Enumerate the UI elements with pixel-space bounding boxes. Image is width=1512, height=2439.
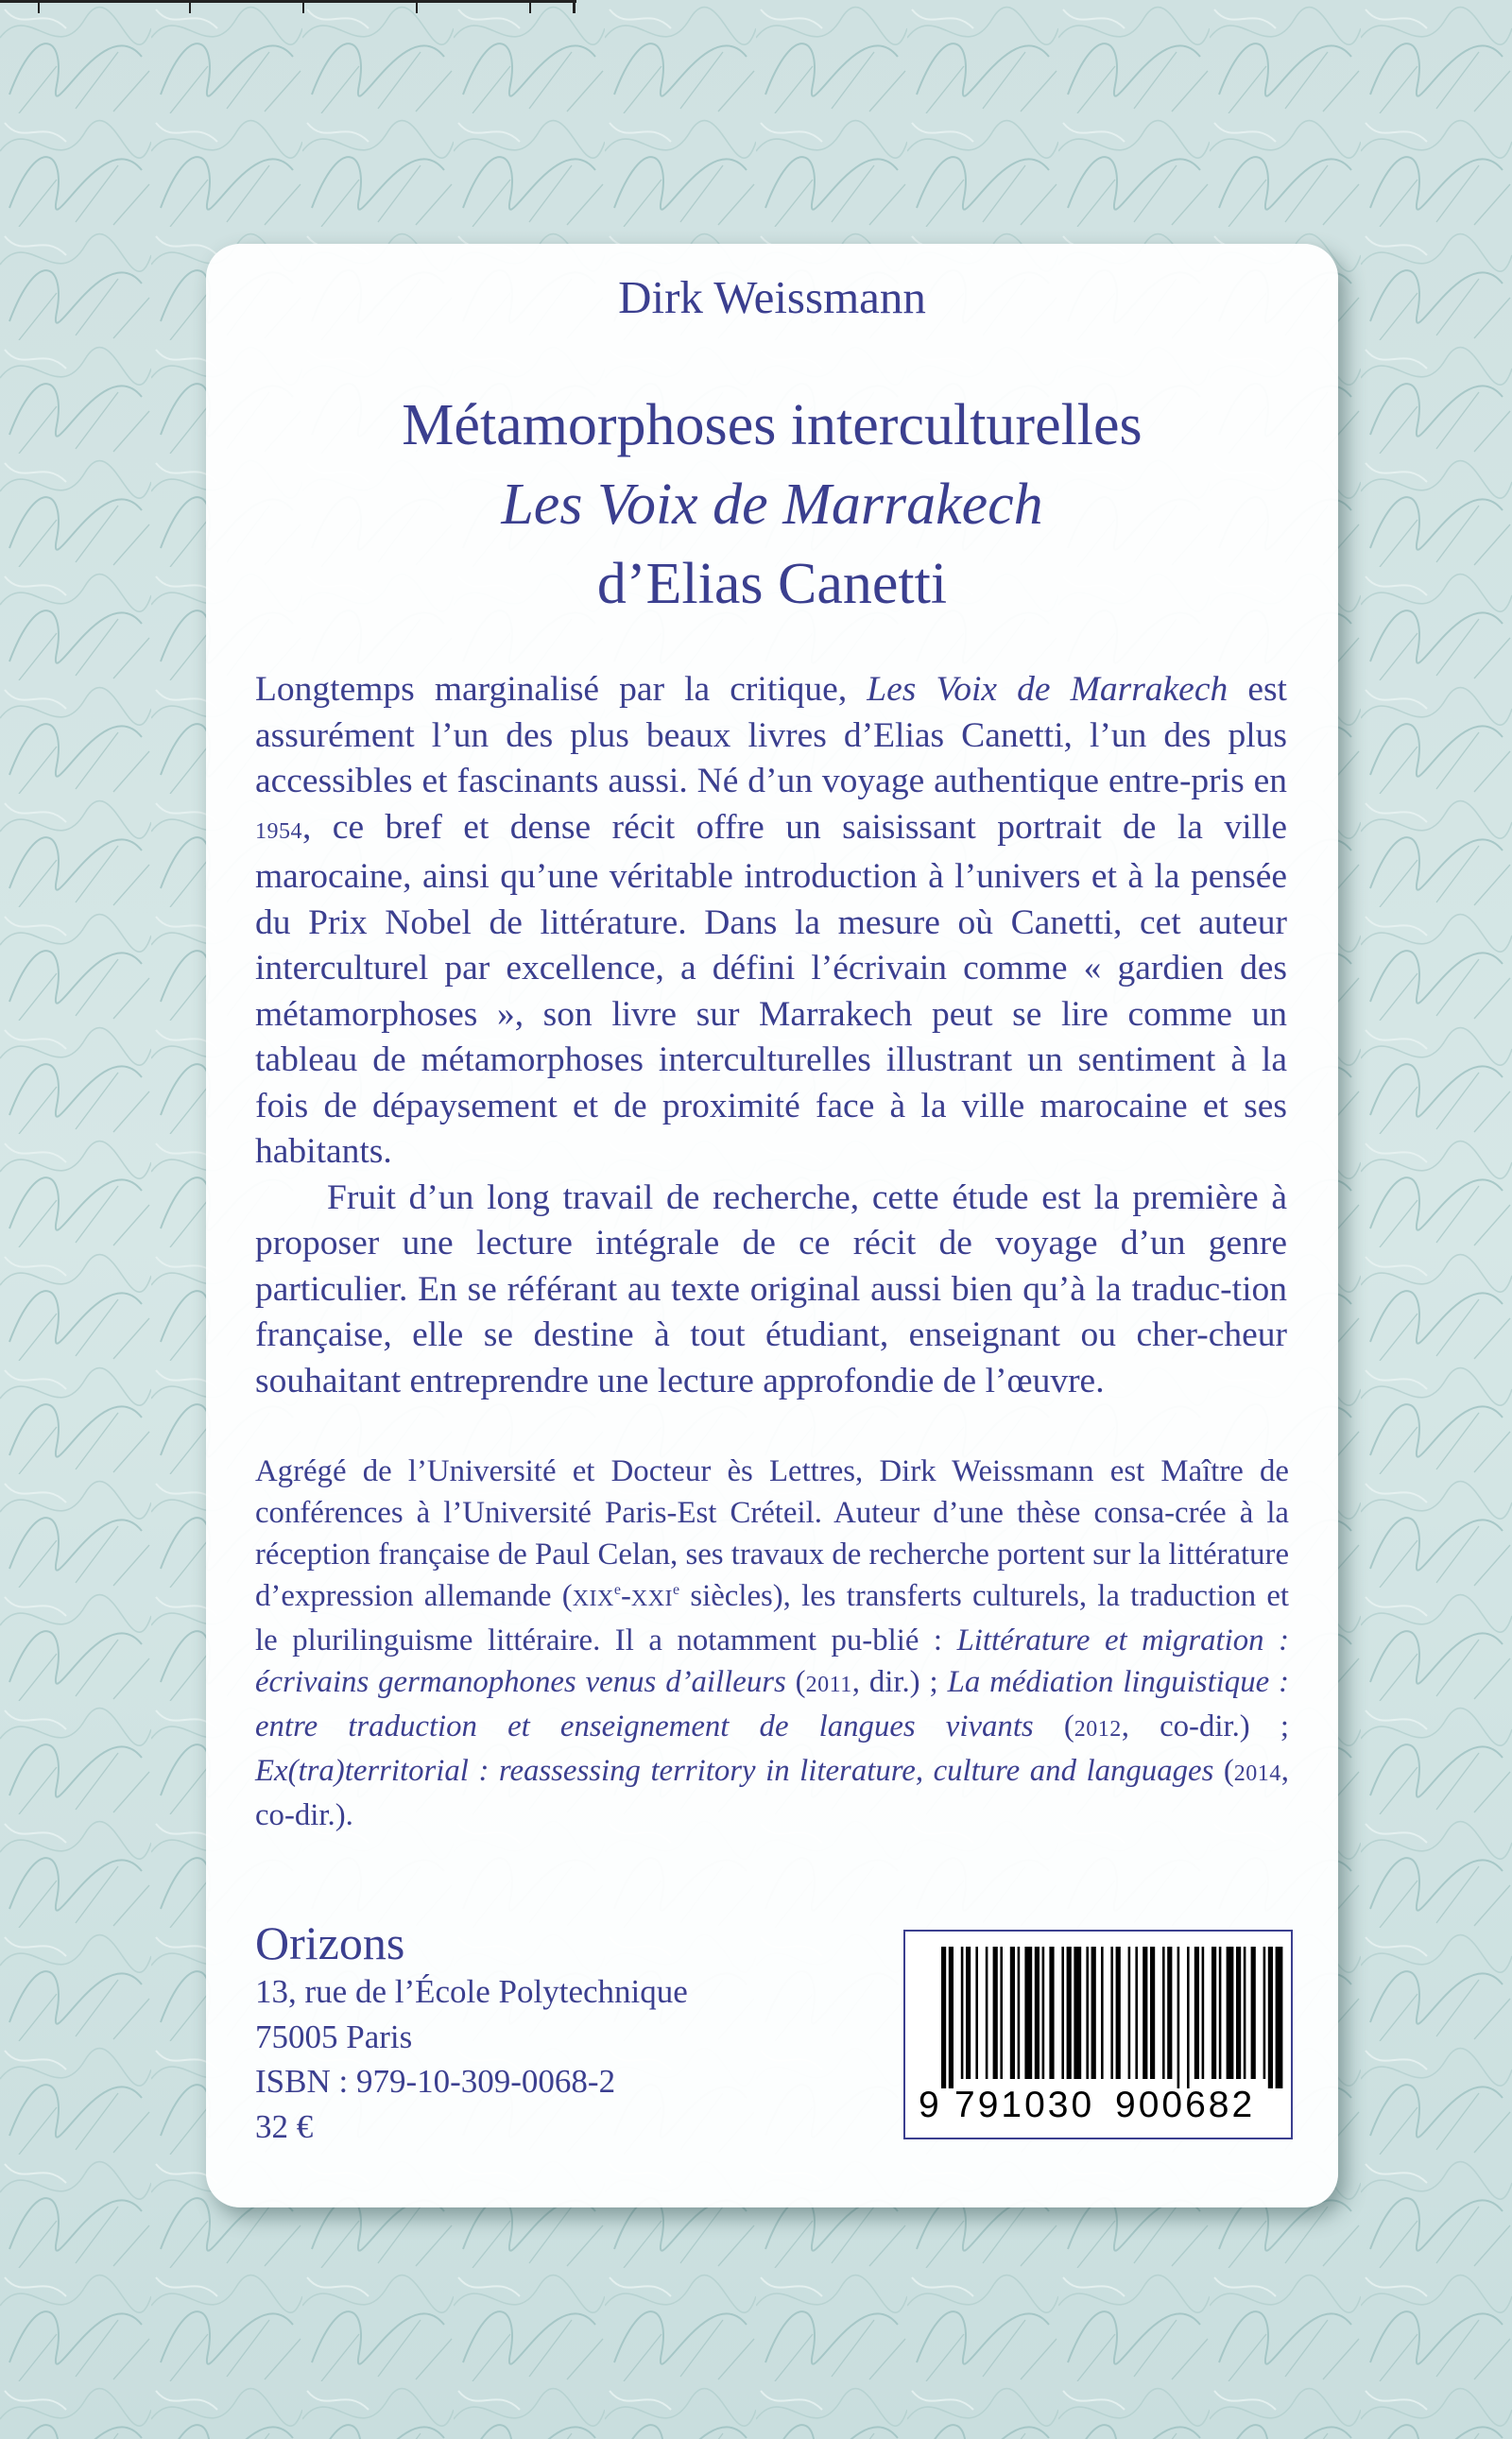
barcode-bar [1177, 1947, 1180, 2088]
barcode-bar [1049, 1947, 1054, 2079]
barcode-bar [1074, 1947, 1081, 2079]
bio-work-title: Ex(tra)territorial : reassessing territory in literature, culture and languages [255, 1754, 1214, 1788]
barcode-group-2: 900682 [1115, 2085, 1256, 2125]
author-biography [255, 1451, 1289, 1836]
barcode-bar [1018, 1947, 1021, 2079]
barcode-bar [1187, 1947, 1190, 2088]
author-name: Dirk Weissmann [618, 271, 926, 323]
barcode-bar [1086, 1947, 1089, 2079]
bio-superscript: e [673, 1582, 680, 1599]
barcode-bar [1268, 1947, 1273, 2088]
barcode-bar [1135, 1947, 1138, 2079]
title-line-1: Métamorphoses interculturelles [402, 393, 1143, 457]
bio-text: , co-dir.) ; [1121, 1709, 1289, 1743]
publisher-name: Orizons [255, 1916, 405, 1969]
barcode-digits [905, 2085, 1295, 2130]
printer-crop-marks [0, 0, 576, 15]
barcode-bar [1035, 1947, 1040, 2079]
barcode-bar [986, 1947, 988, 2079]
bio-year: 2011 [805, 1673, 852, 1697]
barcode-bar [1067, 1947, 1072, 2079]
bio-text: , dir.) ; [851, 1665, 948, 1699]
barcode-bar [1101, 1947, 1104, 2079]
barcode-bar [975, 1947, 978, 2079]
barcode-bar [1128, 1947, 1131, 2079]
publisher-address: 13, rue de l’École Polytechnique [255, 1973, 688, 2010]
barcode-bar [993, 1947, 998, 2079]
barcode-bar [1024, 1947, 1032, 2079]
barcode-bar [1211, 1947, 1216, 2079]
barcode-bar [1244, 1947, 1246, 2079]
barcode-bar [1276, 1947, 1283, 2088]
bio-text: - [620, 1579, 631, 1613]
publisher-info [255, 1916, 688, 2149]
barcode-bar [1042, 1947, 1045, 2079]
publisher-city: 75005 Paris [255, 2018, 413, 2055]
barcode-bar [1194, 1947, 1199, 2079]
barcode-bar [1000, 1947, 1003, 2079]
price: 32 € [255, 2107, 314, 2145]
barcode-bar [1116, 1947, 1121, 2079]
bio-year: 2014 [1233, 1761, 1281, 1786]
bio-century: XXI [630, 1587, 674, 1611]
bio-text: Agrégé de l’Université et Docteur ès Lettres, Dirk Weissmann est Maître de conférences à l’Université Paris-Est Créteil. Auteur d’une thèse consa-crée à la réception française de Paul Celan, ses travaux de recherche portent sur la littérature d’expression allemande ( [255, 1454, 1289, 1613]
barcode-bar [961, 1947, 964, 2079]
barcode-bar [1091, 1947, 1096, 2079]
summary-paragraph-1 [255, 667, 1287, 1176]
barcode-bar [1263, 1947, 1266, 2079]
summary-book-title: Les Voix de Marrakech [867, 670, 1228, 709]
barcode-bar [1227, 1947, 1234, 2079]
bio-work-title: Littérature et migration : écrivains germanophones venus d’ailleurs [255, 1623, 1289, 1699]
book-summary [255, 667, 1287, 1404]
bio-text: , co-dir.). [255, 1754, 1289, 1832]
summary-text: Longtemps marginalisé par la critique, [255, 670, 868, 709]
bio-year: 2012 [1074, 1717, 1122, 1742]
barcode-bar [1150, 1947, 1155, 2079]
barcode-bar [1110, 1947, 1113, 2079]
bio-text: siècles), les transferts culturels, la traduction et le plurilinguisme littéraire. Il a notamment pu-blié : [255, 1579, 1289, 1657]
bio-text: ( [785, 1665, 806, 1699]
barcode-bar [1251, 1947, 1256, 2079]
barcode-bar [1143, 1947, 1147, 2079]
summary-year: 1954 [255, 818, 302, 844]
barcode-bar [949, 1947, 954, 2088]
bio-work-title: La médiation linguistique : entre traduction et enseignement de langues vivants [255, 1665, 1290, 1743]
barcode-bar [966, 1947, 971, 2079]
barcode-bar [1061, 1947, 1064, 2079]
summary-paragraph-2: Fruit d’un long travail de recherche, cette étude est la première à proposer une lecture intégrale de ce récit de voyage d’un genre particulier. En se référant au texte original aussi bien qu’à la traduc-tion française, elle se destine à tout étudiant, enseignant ou cher-cheur souhaitant entreprendre une lecture approfondie de l’œuvre. [255, 1177, 1287, 1400]
barcode-group-1: 791030 [954, 2085, 1095, 2125]
barcode-bar [1219, 1947, 1222, 2079]
summary-text: est assurément l’un des plus beaux livres d’Elias Canetti, l’un des plus accessibles et fascinants aussi. Né d’un voyage authentique entre-pris en [255, 670, 1287, 800]
title-line-3: d’Elias Canetti [596, 552, 948, 616]
barcode-lead-digit: 9 [919, 2085, 939, 2125]
book-title [206, 386, 1338, 624]
title-line-2: Les Voix de Marrakech [501, 472, 1043, 537]
bio-superscript: e [613, 1582, 621, 1599]
barcode-bar [941, 1947, 946, 2088]
isbn-barcode [903, 1930, 1293, 2139]
bio-text: ( [1213, 1754, 1234, 1788]
barcode-bar [1010, 1947, 1015, 2079]
barcode-bar [1236, 1947, 1241, 2079]
summary-text: , ce bref et dense récit offre un saisissant portrait de la ville marocaine, ainsi qu’une véritable introduction à l’univers et à la pensée du Prix Nobel de littérature. Dans la mesure où Canetti, cet auteur interculturel par excellence, a défini l’écrivain comme « gardien des métamorphoses », son livre sur Marrakech peut se lire comme un tableau de métamorphoses interculturelles illustrant un sentiment à la fois de dépaysement et de proximité face à la ville marocaine et ses habitants. [255, 807, 1287, 1171]
bio-text: ( [1033, 1709, 1074, 1743]
isbn: ISBN : 979-10-309-0068-2 [255, 2063, 616, 2100]
barcode-bar [1167, 1947, 1172, 2079]
barcode-bar [1162, 1947, 1165, 2079]
back-cover-card [206, 244, 1338, 2207]
bio-century: XIX [572, 1587, 614, 1611]
barcode-bar [1202, 1947, 1205, 2079]
